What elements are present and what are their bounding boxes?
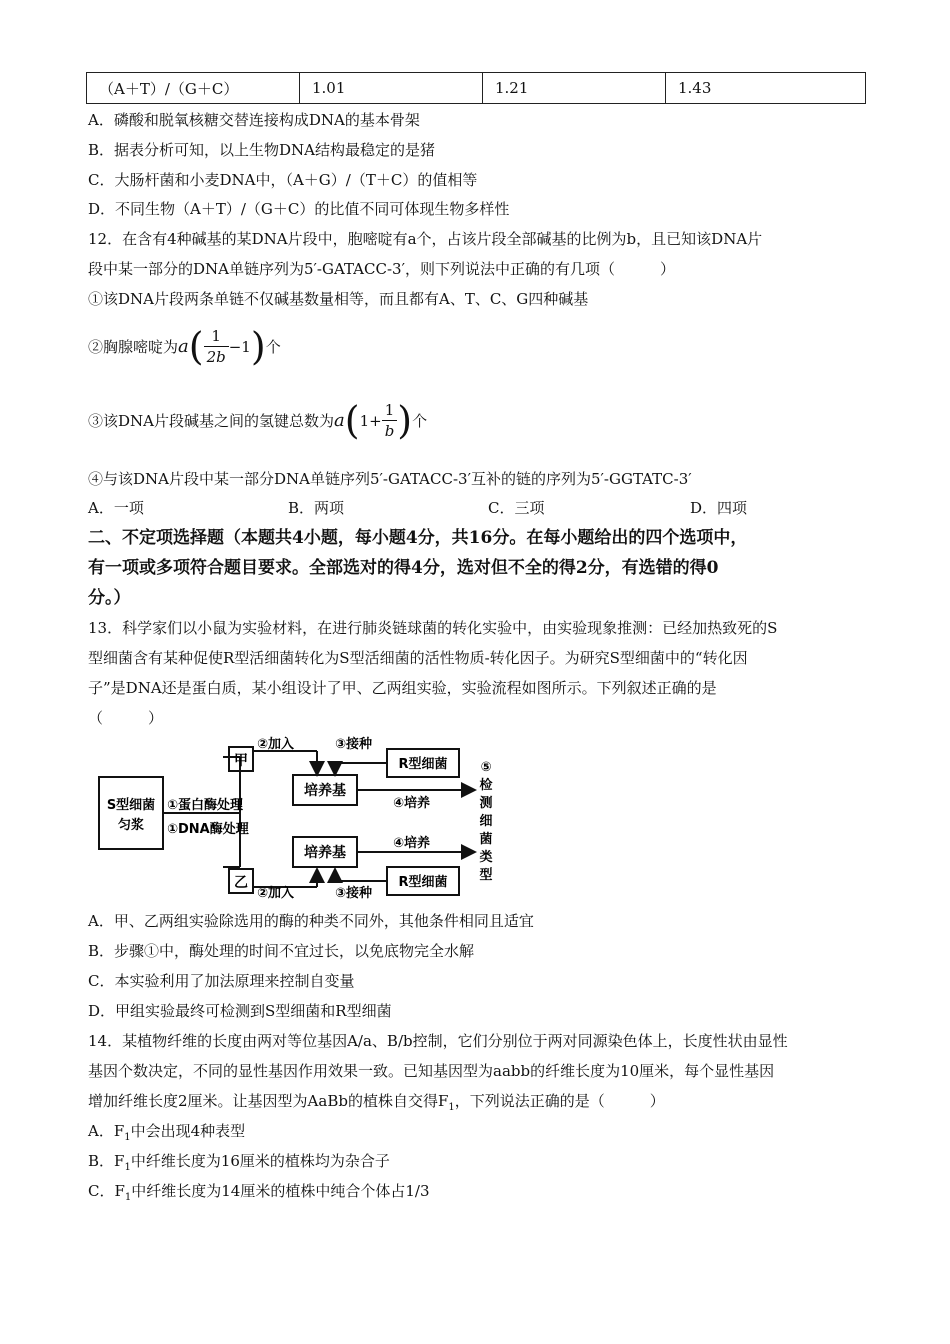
option-text: 中纤维长度为14厘米的植株中纯合个体占1/3 xyxy=(131,1182,430,1200)
one-plus: 1+ xyxy=(359,411,382,430)
q12-statement-1: ①该DNA片段两条单链不仅碱基数量相等，而且都有A、T、C、G四种碱基 xyxy=(88,290,589,308)
culture-medium-label-bottom: 培养基 xyxy=(304,845,346,861)
svg-text:菌: 菌 xyxy=(479,832,493,847)
q13-stem-line1: 13．科学家们以小鼠为实验材料，在进行肺炎链球菌的转化实验中，由实验现象推测：已经加热致死的S xyxy=(88,619,778,637)
s-homogenate-box xyxy=(99,777,163,849)
svg-text:型: 型 xyxy=(479,868,493,883)
q13-stem-line3: 子”是DNA还是蛋白质，某小组设计了甲、乙两组实验，实验流程如图所示。下列叙述正确的是 xyxy=(88,679,717,697)
q12-option-d: D．四项 xyxy=(690,499,748,517)
q11-option-b: B．据表分析可知，以上生物DNA结构最稳定的是猪 xyxy=(88,141,436,159)
q13-option-d: D．甲组实验最终可检测到S型细菌和R型细菌 xyxy=(88,1002,392,1020)
q12-option-b: B．两项 xyxy=(288,499,345,517)
fraction-numerator: 1 xyxy=(204,326,229,347)
q11-option-d: D．不同生物（A＋T）/（G＋C）的比值不同可体现生物多样性 xyxy=(88,200,510,218)
svg-text:⑤: ⑤ xyxy=(480,760,492,775)
q12-option-a: A．一项 xyxy=(88,499,144,517)
protease-label: ①蛋白酶处理 xyxy=(167,798,244,813)
detect-bacteria-type-label xyxy=(479,760,493,883)
fraction xyxy=(204,326,229,367)
statement-text: ③该DNA片段碱基之间的氢键总数为 xyxy=(88,412,334,430)
fraction xyxy=(382,400,398,441)
section-heading-line3: 分。） xyxy=(88,588,131,608)
q12-stem-line2: 段中某一部分的DNA单链序列为5′-GATACC-3′，则下列说法中正确的有几项（ ） xyxy=(88,260,675,278)
q12-statement-3 xyxy=(88,400,427,441)
table-row xyxy=(87,73,866,104)
option-text: B．F xyxy=(88,1152,125,1170)
q13-stem-line4: （ ） xyxy=(88,709,164,727)
q14-option-c xyxy=(88,1181,430,1208)
culture-label-bottom: ④培养 xyxy=(393,836,431,851)
s-homogenate-label-1: S型细菌 xyxy=(106,798,156,813)
option-text: C．F xyxy=(88,1182,125,1200)
q12-statement-2 xyxy=(88,326,281,367)
q13-option-a: A．甲、乙两组实验除选用的酶的种类不同外，其他条件相同且适宜 xyxy=(88,912,534,930)
s-homogenate-label-2: 匀浆 xyxy=(117,818,145,833)
q12-option-c: C．三项 xyxy=(488,499,545,517)
culture-medium-label-top: 培养基 xyxy=(304,783,346,799)
table-cell: 1.21 xyxy=(483,73,666,104)
r-bacteria-label-top: R型细菌 xyxy=(398,757,448,772)
subscript: 1 xyxy=(124,1162,131,1173)
group-jia-label: 甲 xyxy=(234,753,248,769)
paren-open: ( xyxy=(344,398,360,443)
minus-one: −1 xyxy=(228,337,251,356)
option-text: 中纤维长度为16厘米的植株均为杂合子 xyxy=(130,1152,390,1170)
statement-text: ②胸腺嘧啶为 xyxy=(88,338,179,356)
q12-statement-4: ④与该DNA片段中某一部分DNA单链序列5′-GATACC-3′互补的链的序列为5′-GGTATC-3′ xyxy=(88,470,692,488)
group-yi-label: 乙 xyxy=(234,875,248,891)
table-cell: 1.43 xyxy=(666,73,866,104)
q14-option-b xyxy=(88,1151,390,1178)
q14-stem-line2: 基因个数决定，不同的显性基因作用效果一致。已知基因型为aabb的纤维长度为10厘米，每个显性基因 xyxy=(88,1062,775,1080)
dnase-label: ①DNA酶处理 xyxy=(167,822,249,837)
q14-option-a xyxy=(88,1121,245,1148)
option-text: 中会出现4种表型 xyxy=(130,1122,246,1140)
table-cell: （A＋T）/（G＋C） xyxy=(87,73,300,104)
add-label-top: ②加入 xyxy=(257,737,295,752)
q11-option-c: C．大肠杆菌和小麦DNA中，（A＋G）/（T＋C）的值相等 xyxy=(88,171,478,189)
var-a: a xyxy=(334,410,345,431)
paren-close: ) xyxy=(250,324,266,369)
table-cell: 1.01 xyxy=(300,73,483,104)
svg-text:类: 类 xyxy=(479,850,493,865)
stem-text: 增加纤维长度2厘米。让基因型为AaBb的植株自交得F xyxy=(88,1092,449,1110)
fraction-denominator: 2b xyxy=(206,348,226,366)
var-a: a xyxy=(178,336,189,357)
q13-option-c: C．本实验利用了加法原理来控制自变量 xyxy=(88,972,355,990)
option-text: A．F xyxy=(88,1122,125,1140)
section-heading-line1: 二、不定项选择题（本题共4小题，每小题4分，共16分。在每小题给出的四个选项中， xyxy=(88,528,748,548)
culture-label-top: ④培养 xyxy=(393,796,431,811)
svg-text:测: 测 xyxy=(479,796,493,811)
subscript: 1 xyxy=(448,1102,455,1113)
svg-text:检: 检 xyxy=(479,778,493,793)
subscript: 1 xyxy=(124,1192,132,1203)
inoculate-label-bottom: ③接种 xyxy=(335,886,373,900)
q13-option-b: B．步骤①中，酶处理的时间不宜过长，以免底物完全水解 xyxy=(88,942,475,960)
statement-unit: 个 xyxy=(265,338,281,356)
add-label-bottom: ②加入 xyxy=(257,886,295,900)
paren-open: ( xyxy=(188,324,204,369)
fraction-denominator: b xyxy=(384,422,395,440)
q12-stem-line1: 12．在含有4种碱基的某DNA片段中，胞嘧啶有a个，占该片段全部碱基的比例为b，且已知该DNA片 xyxy=(88,230,763,248)
stem-text: ，下列说法正确的是（ ） xyxy=(454,1092,665,1110)
ratio-table xyxy=(86,72,866,104)
inoculate-label-top: ③接种 xyxy=(335,737,373,752)
r-bacteria-label-bottom: R型细菌 xyxy=(398,875,448,890)
q14-stem-line3 xyxy=(88,1091,665,1118)
paren-close: ) xyxy=(397,398,413,443)
statement-unit: 个 xyxy=(412,412,428,430)
fraction-numerator: 1 xyxy=(382,400,398,421)
q14-stem-line1: 14．某植物纤维的长度由两对等位基因A/a、B/b控制，它们分别位于两对同源染色体上，长度性状由显性 xyxy=(88,1032,788,1050)
svg-text:细: 细 xyxy=(479,814,493,829)
experiment-flow-diagram xyxy=(95,735,505,900)
q11-option-a: A．磷酸和脱氧核糖交替连接构成DNA的基本骨架 xyxy=(88,111,420,129)
q13-stem-line2: 型细菌含有某种促使R型活细菌转化为S型活细菌的活性物质-转化因子。为研究S型细菌中的“转化因 xyxy=(88,649,748,667)
subscript: 1 xyxy=(124,1132,131,1143)
section-heading-line2: 有一项或多项符合题目要求。全部选对的得4分，选对但不全的得2分，有选错的得0 xyxy=(88,558,719,578)
